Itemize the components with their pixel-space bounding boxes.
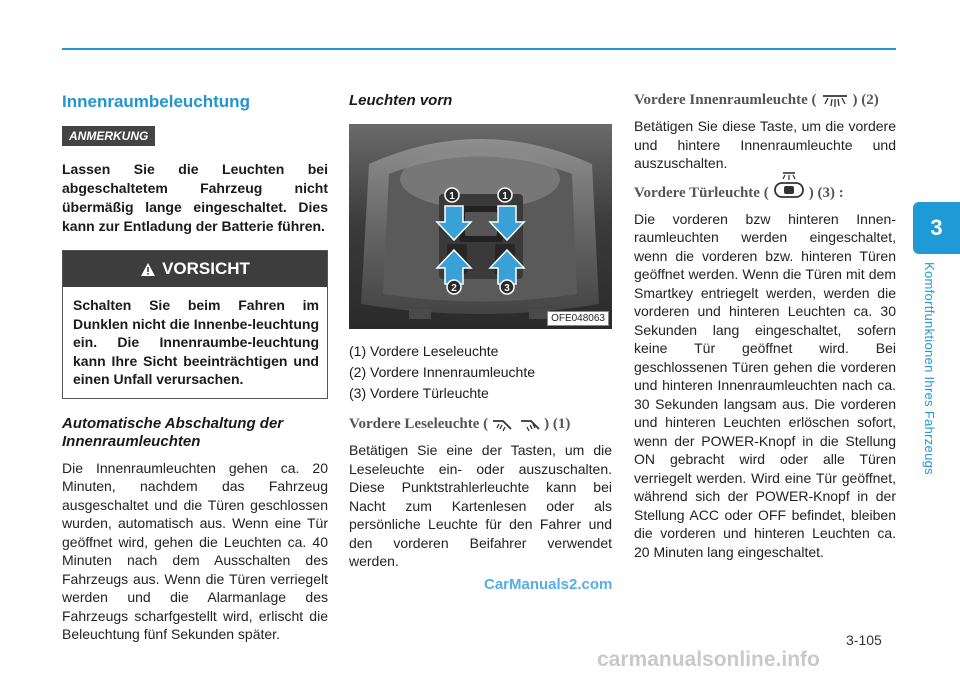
auto-off-heading-line1: Automatische Abschaltung der [62, 414, 284, 432]
door-lamp-text: Die vorderen bzw hinteren Innen-raumleuchten werden eingeschaltet, wenn die vorderen bzw. hinteren Türen geöffnet werden. Wenn die Türen mit dem Smartkey entriegelt werden, werden die vorderen und hinteren Leuchten ca. 30 Sekunden lang eingeschaltet, sofern keine Tür geöffnet wird. Bei geschlossenen Türen gehen die vorderen und hinteren Innenraumleuchten nach ca. 30 Sekunden langsam aus. Die vorderen und hinteren Leuchten erlöschen sofort, wenn der POWER-Knopf in die Stellung ON gebracht wird oder alle Türen verriegelt werden. Wird eine Tür geöffnet, während sich der POWER-Knopf in der Stellung ACC oder OFF befindet, bleiben die vorderen und hinteren Leuchten ca. 20 Minuten lang eingeschaltet. [634, 210, 896, 560]
room-lamp-text: Betätigen Sie diese Taste, um die vordere und hintere Innenraumleuchte und auszuschalten. [634, 118, 896, 171]
callout-2: 2 [451, 283, 457, 294]
legend-item: (2) Vordere Innenraumleuchte [349, 364, 535, 380]
watermark-carmanuals2: CarManuals2.com [484, 576, 613, 593]
reading-lamp-text: Betätigen Sie eine der Tasten, um die Leseleuchte ein- oder auszuschalten. Diese Punktstrahlerleuchte kann bei Nacht zum Kartenlesen oder als persönliche Leuchte für den Fahrer und den vorderen Beifahrer verwendet werden. [349, 442, 612, 569]
reading-lamp-left-icon [491, 418, 513, 432]
auto-off-heading-line2: Innenraumleuchten [62, 432, 201, 450]
note-badge: ANMERKUNG [62, 126, 155, 146]
caution-label: VORSICHT [162, 259, 250, 278]
overhead-console-figure [349, 124, 612, 329]
chapter-number: 3 [930, 215, 943, 240]
light-legend-list [349, 341, 612, 404]
callout-1-right: 1 [502, 191, 508, 202]
front-lights-heading: Leuchten vorn [349, 92, 453, 109]
auto-off-heading [62, 415, 328, 451]
column-right [634, 92, 896, 561]
note-text: Lassen Sie die Leuchten bei abgeschaltetem Fahrzeug nicht übermäßig lange eingeschaltet. Dies kann zur Entladung der Batterie führen. [62, 161, 328, 234]
legend-item: (1) Vordere Leseleuchte [349, 343, 499, 359]
door-lamp-icon [772, 171, 806, 201]
room-lamp-icon [820, 93, 850, 109]
section-heading: Innenraumbeleuchtung [62, 92, 250, 111]
caution-text: Schalten Sie beim Fahren im Dunklen nicht die Innenbe-leuchtung ein. Die Innenraumbe-leuchtung kann Ihre Sicht beeinträchtigen und einen Unfall verursachen. [73, 297, 319, 387]
room-lamp-heading: Vordere Innenraumleuchte ( ) (2) [634, 92, 879, 108]
warning-triangle-icon [140, 262, 156, 277]
reading-lamp-right-icon [519, 418, 541, 432]
callout-3: 3 [504, 283, 510, 294]
caution-box [62, 250, 328, 399]
callout-1-left: 1 [449, 191, 455, 202]
chapter-tab [913, 202, 960, 254]
legend-item: (3) Vordere Türleuchte [349, 385, 489, 401]
chapter-title: Komfortfunktionen Ihres Fahrzeugs [922, 262, 937, 475]
watermark-carmanualsonline: carmanualsonline.info [597, 648, 820, 671]
page-number: 3-105 [846, 632, 882, 648]
auto-off-text: Die Innenraumleuchten gehen ca. 20 Minuten, nachdem das Fahrzeug ausgeschaltet und die Türen geschlossen wurden, automatisch aus. Wenn eine Tür geöffnet wird, gehen die Leuchten ca. 40 Minuten nach dem Ausschalten des Fahrzeugs aus. Wenn die Türen verriegelt werden und die Alarmanlage des Fahrzeugs scharfgestellt wird, erlischt die Beleuchtung fünf Sekunden später. [62, 459, 328, 642]
column-left [62, 92, 328, 644]
caution-header [63, 251, 327, 287]
figure-label: OFE048063 [547, 311, 609, 326]
top-rule [62, 48, 896, 50]
door-lamp-heading: Vordere Türleuchte ( ) (3) : [634, 185, 896, 202]
reading-lamp-heading: Vordere Leseleuchte ( ) (1) [349, 416, 571, 432]
column-middle [349, 92, 612, 571]
overhead-console-photo [349, 124, 612, 329]
